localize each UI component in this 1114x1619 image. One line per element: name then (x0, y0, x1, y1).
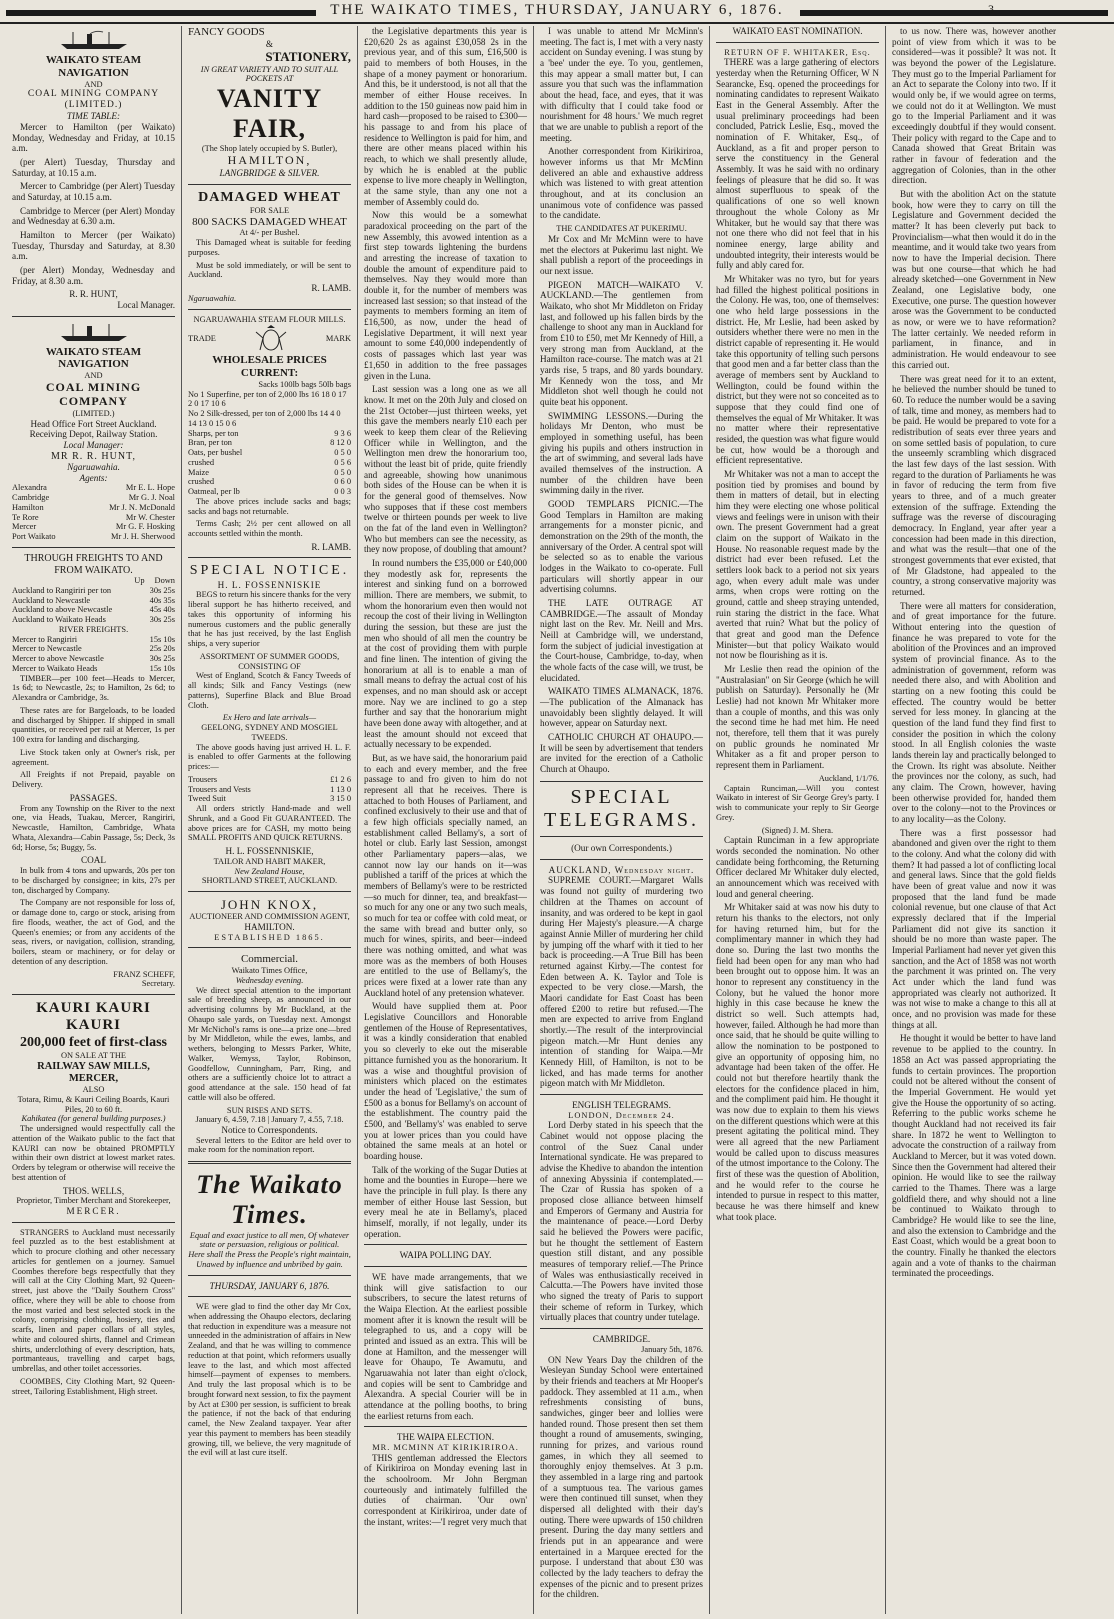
ad2-title: WAIKATO STEAM NAVIGATION (45, 345, 142, 371)
article-paragraph: But with the abolition Act on the statute book, how were they to carry on till the Legislature and Government decided the matter? It has been cleverly put back to Provincialism—what then would it do in the meantime, and it would take two years from now to have the Imperial decision. There was but one course—that which he had already sketched—one Government in New Zealand, one Legislative body, one Executive, one purse. The question however arose was the Government to be conducted as now, or were we to have reformation? The latter certainly. We needed reform in parliament, in finance, and in administration. He would endeavour to see this carried out. (892, 189, 1056, 370)
article-paragraph: He thought it would be better to have land revenue to be applied to the country. In 1858 an Act was passed appropriating the funds to certain provinces. The proportion could not be altered without the consent of the Imperial Government. He would yet give the House the opportunity of so acting. Referring to the public works scheme he thought Auckland had not received its fair share. In 1872 he went to Wellington to advocate the construction of a railway from Auckland to Mercer, but it was voted down. Since then the Government had altered their opinion. He would like to see the railway carried to the Thames. There was a large goldfield there, and why should not a line be continued to Waikato through to Cambridge? He would like to see the line, and also the extension to Cambridge and the East Coast, which would be a great boon to the country. Finally he thanked the electors again and a vote of thanks to the chairman terminated the proceedings. (892, 1033, 1056, 1279)
candidates-title: THE CANDIDATES AT PUKERIMU. (556, 224, 687, 234)
masthead-title: THE WAIKATO TIMES, THURSDAY, JANUARY 6, 1876. (330, 2, 784, 18)
ad2-and: AND (84, 371, 103, 381)
orders-text: All orders strictly Hand-made and well Shrunk, and a Good Fit GUARANTEED. The above prices are for CASH, my motto being SMALL PROFITS AND QUICK RETURNS. (188, 804, 351, 843)
river-row: Mercer to Rangiriri 15s 10s (12, 634, 175, 644)
freight-row: Auckland to Rangiriri per ton 30s 25s (12, 585, 175, 595)
freight-title: THROUGH FREIGHTS TO AND FROM WAIKATO. (24, 552, 163, 576)
price-row: Trousers and Vests 1 13 0 (188, 784, 351, 794)
prepaid-text: All Freights if not Prepaid, payable on Delivery. (12, 770, 175, 790)
election-text: THIS gentleman addressed the Electors of Kirikiriroa on Monday evening last in the schoolroom. Mr John Bergman courteously and intimately fulfilled the duties of chairman. 'Our own' correspondent at Kirikiriroa, under date of the instant, writes:—'I regret very much that (364, 1452, 527, 1527)
tailor-name: H. L. FOSSENNISKIE, (225, 846, 314, 857)
ad1-timetable: TIME TABLE: (66, 111, 121, 122)
river-row: Mercer to Waikato Heads 15s 10s (12, 663, 175, 673)
ad1-line: Cambridge to Mercer (per Alert) Monday and Wednesday at 6.30 a.m. (12, 205, 175, 227)
strangers-text: STRANGERS to Auckland must necessarily feel puzzled as to the best establishment at which to procure clothing and other necessary articles for gentlemen on a journey. Samuel Coombes therefore begs respectfully that they will call at the City Clothing Mart, 92 Queen-street, just above the "Daily Southern Cross" office, where they will be able to choose from the most varied and best selected stock in the colony, comprising clothing, hosiery, ties and scarfs, linen and paper collars of all styles, white and coloured shirts, flannel and Crimean shirts, underclothing of every description, hats, portmanteaus, travelling and carpet bags, umbrellas, and other toilet accessories. (12, 1227, 175, 1374)
article-paragraph: Mr Leslie then read the opinion of the "Australasian" on Sir George (which he will publish on Saturday). Personally he (Mr Leslie) had not known Mr Whitaker more than a couple of months, and this was only the second time he had met him. He need not, therefore, tell them that it was purely on public grounds he nominated Mr Whitaker as a fit and proper person to represent them in Parliament. (716, 664, 879, 771)
kauri-place: MERCER. (66, 1206, 121, 1217)
paper-title: The Waikato Times. (196, 1170, 343, 1230)
commercial-office: Waikato Times Office, (231, 966, 308, 976)
agent-row: Hamilton Mr J. N. McDonald (12, 502, 175, 512)
kauri-amount: 200,000 feet of first-class (20, 1034, 167, 1050)
price-row: Tweed Suit 3 15 0 (188, 794, 351, 804)
wheat-note: Must be sold immediately, or will be sent to Auckland. (188, 260, 351, 280)
special-telegrams-heading: SPECIAL TELEGRAMS. (540, 781, 703, 837)
election-title: THE WAIPA ELECTION. (396, 1432, 495, 1443)
swim-text: SWIMMING LESSONS.—During the holidays Mr Denton, who must be employed in something useful, has been giving his pupils and others instruction in the art of swimming, and several lads have availed themselves of the instruction. A number of the children have been swimming daily in the river. (540, 410, 703, 496)
article-paragraph: Would have supplied them at. Poor Legislative Councillors and Honorable gentlemen of the House of Representatives, it was a kindly consideration that enabled you so cleverly to eke out the miserable pittance furnished you as the honorarium. It was a wise and thoughtful provision of ministers which placed on the estimates under the head of 'Legislative,' the sum of £500 as a bonus for Bellamy's on account of the establishment. The country paid the £500, and 'Bellamy's' was enabled to serve you at lower prices than you could have obtained the same meals at an hotel or boarding house. (364, 1001, 527, 1161)
coat-of-arms-icon (246, 324, 296, 354)
column-3 (358, 26, 534, 1614)
cambridge-date: January 5th, 1876. (641, 1344, 703, 1354)
special-text: BEGS to return his sincere thanks for the very liberal support he has hitherto received, and takes this opportunity of informing his numerous customers and the public generally that he has just received, by the last English ships, a very superior (188, 590, 351, 649)
special-name: H. L. FOSSENNISKIE (217, 579, 322, 590)
fancy-amp: & (265, 38, 274, 49)
coal-title: COAL (80, 855, 106, 866)
article-paragraph: Last session was a long one as we all know. It met on the 20th July and closed on the 21st October—just thirteen weeks, yet this gave the members nearly £10 each per week to keep them clear of the Relieving Officer while in Wellington, and the Wellington men drew the honorarium too, without the least bit of pride, quite friendly and agreeable, showing how unanimous both sides of the House can be when it is for the general good of themselves. Now who supposes that if these cost members twelve or thirteen pounds per week to live on the fat of the land even in Wellington? Who but members can see the necessity, as they now propose, of doubling that amount? (364, 384, 527, 555)
vanity-hamilton: HAMILTON, (227, 153, 312, 168)
passages-text: From any Township on the River to the next one, via Heads, Tuakau, Mercer, Rangiriri, Newcastle, Hamilton, Cambridge, Whata Whata, Alexandra—Cabin Passage, 5s; Deck, 3s 6d; Horse, 5s; Buggy, 5s. (12, 803, 175, 852)
trade-mark-row (188, 324, 351, 354)
article-paragraph: Mr Whitaker said at was now his duty to return his thanks to the electors, not only for having returned him, but for the complimentary manner in which they had done so. During the last two months the field had been open for any man who had been brought out to oppose him. It was an honor to represent any constituency in the Colony, but he valued the honor more highly in this case because he knew the district so well. Such attempts had, however, failed. Although he had more than once said, that he should be quite willing to allow the nomination to be postponed to give an opportunity of opposing him, no advantage had been taken of the offer. He could not but therefore heartily thank the electors for the confidence placed in him, and the compliment paid him. He thought it was now due to explain to them his views on the different questions which were at this present agitating the political mind. They were all agreed that the new Parliament would be called upon to discuss measures of the utmost importance to the Colony. The first of these was the question of Abolition, and he would refer to the course he intended to pursue in respect to this matter, because he was there himself and knew what took place. (716, 902, 879, 1222)
grain-row: Maize 0 5 0 (188, 467, 351, 477)
kauri-extra: Kahikatea (for general building purposes.) (21, 1114, 166, 1124)
cambridge-text: ON New Years Day the children of the Wesleyan Sunday School were entertained by their friends and teachers at Mr Hooper's paddock. They assembled at 11 a.m., when refreshments consisting of buns, sandwiches, ginger beer and lollies were handed round. Those present then set them thought a round of amusements, swinging, running for prizes, and various round games, in which they all seemed to thoroughly enjoy themselves. At 3 p.m. they assembled in a large ring and partook of a sumptuous tea. The various games were then continued till sunset, when they dispersed all delighted with their day's outing. There were upwards of 150 children present. During the day many settlers and friends put in an appearance and were entertained in a Marquee erected for the purpose. I understand that about £30 was collected by the lady teachers to defray the expenses of the picnic and to present prizes for the children. (540, 1354, 703, 1600)
ad2-manager: MR R. R. HUNT, (51, 450, 136, 462)
agent-row: Te Rore Mr W. Chester (12, 512, 175, 522)
article-paragraph: There was a first possessor had abandoned and given over the right to them to the colony. And what the colony did with them? It had passed a lot of conflicting local and general laws. Since that the gold fields have been of great value and now it was proposed that the land fund be made colonial revenue, but one clause of that Act expressly declared that if the Imperial Parliament did not give its sanction it should be no more than waste paper. The Imperial Parliament had never yet given this sanction, and the Act of 1858 was not worth the parchment it was printed on. The very Act under which the land fund was appropriated was clearly not authorized. It was not wise to make a change to this all at once, and no provision was made for these things at all. (892, 827, 1056, 1030)
english-telegrams-title: ENGLISH TELEGRAMS. (572, 1099, 671, 1110)
agent-row: Port Waikato Mr J. H. Sherwood (12, 532, 175, 542)
assortment: ASSORTMENT OF SUMMER GOODS, (199, 651, 340, 661)
freight-row: Auckland to Waikato Heads 30s 25s (12, 615, 175, 625)
terms-sign: R. LAMB. (311, 541, 351, 552)
wheat-place: Ngaruawahia. (188, 293, 237, 303)
timber-text: TIMBER—per 100 feet—Heads to Mercer, 1s 6d; to Newcastle, 2s; to Hamilton, 2s 6d; to Alexandra or Cambridge, 3s. (12, 673, 175, 703)
ad1-line: (per Alert) Monday, Wednesday and Friday, at 8.30 a.m. (12, 265, 175, 286)
steamship-icon (59, 30, 129, 50)
notice-role: Secretary. (141, 979, 175, 989)
ad2-office: Head Office Fort Street Auckland. (30, 418, 157, 429)
article-paragraph: I was unable to attend Mr McMinn's meeting. The fact is, I met with a very nasty accident on Sunday evening. I was stung by a 'bee' under the eye. To you, gentlemen, this may appear a small matter but, I can assure you that such was the inflammation about the head, face, and eyes, that it was with difficulty that I could take food or nourishment for 48 hours.' We much regret that we are unable to publish a report of the meeting. (540, 26, 703, 143)
motto2: Here shall the Press the People's right maintain, Unawed by influence and unbribed by gain. (188, 1250, 351, 1269)
goods-note: The above goods having just arrived H. L. F. is enabled to offer Garments at the following prices:— (188, 742, 351, 772)
price-row: Trousers £1 2 6 (188, 774, 351, 784)
kauri-head: KAURI KAURI KAURI (36, 1000, 151, 1034)
good-templar-text: GOOD TEMPLARS PICNIC.—The Good Templars in Hamilton are making arrangements for a monster picnic, and demonstration on the 29th of the month, the anniversary of the Order. A central spot will be selected so as to enable the various lodges in the Waikato to co-operate. Full particulars will shortly appear in our advertising columns. (540, 498, 703, 595)
geelong: GEELONG, SYDNEY AND MOSGIEL TWEEDS. (201, 723, 338, 742)
freight-row: Auckland to above Newcastle 45s 40s (12, 605, 175, 615)
pigeon-text: PIGEON MATCH—WAIKATO V. AUCKLAND.—The gentlemen from Waikato, who shot Mr Middleton on Friday last, and followed up his fallen birds by the challenge to shoot any man in Auckland for from £10 to £50, met Mr Kennedy of Hill, a very strong man from Auckland, at the Hamilton race-course. The match was at 21 yards rise, 5 traps, and 80 yards boundary. Mr Kennedy won the toss, and Mr Middleton shot well though he could not quite beat his opponent. (540, 279, 703, 407)
telegram-text: Captain Runciman,—Will you contest Waikato in interest of Sir George Grey's party. I wish to communicate your reply to Sir George Grey. (716, 783, 879, 822)
vanity-firm: LANGBRIDGE & SILVER. (219, 167, 320, 178)
ad1-role: Local Manager. (117, 300, 175, 311)
wholesale-title: WHOLESALE PRICES CURRENT: (212, 354, 327, 380)
knox-role: AUCTIONEER AND COMMISSION AGENT, (189, 912, 350, 922)
ad2-agents-label: Agents: (79, 472, 108, 483)
flour-row: No 2 Silk-dressed, per ton of 2,000 lbs 14 4 0 14 13 0 15 0 6 (188, 409, 341, 428)
river-row: Mercer to above Newcastle 30s 25s (12, 654, 175, 664)
ad1-line: Hamilton to Mercer (per Waikato) Tuesday, Thursday and Saturday, at 8.30 a.m. (12, 230, 175, 262)
river-row: Mercer to Newcastle 25s 20s (12, 644, 175, 654)
nomination-sub: RETURN OF F. WHITAKER, Esq. (724, 47, 871, 57)
consisting: CONSISTING OF (238, 661, 301, 671)
article-paragraph: Now this would be a somewhat paradoxical proceeding on the part of the new Assembly, this avowed intention as a first step towards lightening the burdens and arresting the increase of taxation to double the amount of expenditure paid to themselves. Nay they would more than double it, for the number of members was increased last session; so that instead of the payments to members forming an item of £16,500, as now, under the head of Legislative Department, it will next year amount to some £40,000 independently of costs of passages which last year was £1,650 in addition to the free passages given in the Luna. (364, 210, 527, 381)
dateline: THURSDAY, JANUARY 6, 1876. (209, 1280, 330, 1291)
article-paragraph: THERE was a large gathering of electors yesterday when the Returning Officer, W N Searancke, Esq. opened the proceedings for nominating candidates to represent Waikato East in the General Assembly. After the usual preliminary proceedings had been concluded, Patrick Leslie, Esq., moved the nomination of F. Whitaker, Esq., of Auckland, as a fit and proper person to serve the constituency in the General Assembly. It was he said with no ordinary feelings of pleasure that he did so. It was almost superfluous to speak of the qualifications of one so well known throughout the whole Colony as Mr Whitaker, but he would say that there was not one there who did not feel that in his nominee energy, large ability and undoubted integrity, their interests would be fully and ably cared for. (716, 57, 879, 271)
notice-corr-title: Notice to Correspondents. (221, 1125, 318, 1136)
goods-text: West of England, Scotch & Fancy Tweeds of all kinds; Silk and Fancy Vestings (new patterns), Superfine Black and Blue Broad Cloth. (188, 671, 351, 710)
wheat-line: 800 SACKS DAMAGED WHEAT (192, 215, 347, 228)
river-title: RIVER FREIGHTS. (58, 624, 129, 634)
vanity-fair: VANITY FAIR, (216, 84, 323, 144)
variety: IN GREAT VARIETY AND TO SUIT ALL POCKETS AT (200, 64, 339, 84)
wheat-price: At 4/- per Bushel. (239, 228, 300, 238)
own-correspondents: (Our own Correspondents.) (571, 843, 672, 854)
knox-place: HAMILTON. (244, 921, 295, 932)
telegram-date: Auckland, 1/1/76. (818, 773, 879, 783)
grain-row: crushed 0 6 0 (188, 477, 351, 487)
damaged-title: DAMAGED WHEAT (198, 189, 341, 205)
notice-sign: FRANZ SCHEFF, (113, 969, 175, 979)
polling-text: WE have made arrangements, that we think will give satisfaction to our subscribers, to secure the latest returns of the Waipa Election. At the earliest possible moment after it is known the result will be telegraphed to us, and a copy will be printed and issued as an extra. This will be done at Hamilton, and the messenger will leave for Ohaupo, Te Awamutu, and Ngaruawahia not later than eight o'clock, and copies will be sent to Cambridge and Alexandra. A special Courier will be in attendance at the polling booths, to bring the earliest returns from each. (364, 1271, 527, 1421)
article-paragraph: There were all matters for consideration, and of great importance for the future. Without entering into the question of finance he was prepared to vote for the abolition of the Provinces and an improved system of provincial finance. As to the administration of government, reform was needed there also, and with Abolition and starting on a new footing this could be effected. The country would be better served for less money. In glancing at the question of the land fund they find first to consider the position in which the colony stood. In all English colonies the waste lands therein lay and practically belonged to the Crown. Its right was absolute. Neither the provinces nor the colony, as such, had any claim. The Crown, however, having been otherwise provided for, handed them over to the colony—not to the Provinces or to any locality—as the Colony. (892, 600, 1056, 825)
flour-row: Sharps, per ton 9 3 6 (188, 428, 351, 438)
terms-text: Terms Cash; 2½ per cent allowed on all accounts settled within the month. (188, 519, 351, 539)
ad1-sign: R. R. HUNT, (69, 289, 118, 300)
grain-row: crushed 0 5 6 (188, 457, 351, 467)
for-sale: FOR SALE (249, 205, 290, 215)
auckland-dateline: AUCKLAND, Wednesday night. (548, 864, 695, 875)
masthead (0, 0, 1114, 24)
knox-name: JOHN KNOX, (220, 897, 319, 913)
column-5 (710, 26, 886, 1614)
article-paragraph: Captain Runciman in a few appropriate words seconded the nomination. No other candidate being forthcoming, the Returning Officer declared Mr Whitaker duly elected, an announcement which was received with loud and general cheering. (716, 835, 879, 899)
page-mark: 3 (988, 2, 994, 16)
tailor-street: SHORTLAND STREET, AUCKLAND. (201, 876, 338, 886)
article-paragraph: the Legislative departments this year is £20,620 2s as against £30,058 2s in the previous year, and of this sum, £16,500 is paid to members of both Houses, in the shape of a money payment or honorarium. And this, be it understood, is not all that the member of either House receives. In addition to the 150 guineas now paid him in hard cash—proposed to be raised to £300—his passage to and from his place of residence to Wellington is paid for him, and there are other means placed within his reach, to which we shall presently allude, by which he is enabled at the public expense to live more cheaply in Wellington, at the same style, than any one not a member of Assembly could do. (364, 26, 527, 207)
freight-header: Up Down (134, 576, 175, 586)
column-4 (534, 26, 710, 1614)
live-stock-text: Live Stock taken only at Owner's risk, per agreement. (12, 747, 175, 767)
trade-label: TRADE (188, 334, 216, 344)
telegram-sign: (Signed) J. M. Shera. (761, 825, 834, 835)
article-paragraph: In round numbers the £35,000 or £40,000 they modestly ask for, represents the interest and sinking fund on a borrowed million. There are members, we submit, to whom the honorarium even then would not recoup the cost of their living in Wellington during the session, but these are just the men who should of all men the country be at the cost of providing them with purple and fine linen. The intention of giving the honorarium at all is to enable a man of small means to defray the actual cost of his expenses, and no man should ask or accept more. Nay we are inclined to go a step further and say that the honorarium might have been done away with altogether, and at least the amount should not exceed that actually necessary to be expended. (364, 557, 527, 750)
grain-row: Oatmeal, per lb 0 0 3 (188, 487, 351, 497)
grain-note: The above prices include sacks and bags; sacks and bags not returnable. (188, 496, 351, 516)
london-dateline: LONDON, December 24. (568, 1110, 675, 1120)
special-notice-title: SPECIAL NOTICE. (189, 563, 350, 579)
leader-text: WE were glad to find the other day Mr Cox, when addressing the Ohaupo electors, declaring that reduction in expenditure was a measure not unneeded in the administration of affairs in New Zealand, and that he was willing to commence reduction at that point, which reformers usually leave to the last, and which most affected himself—payment of expenses to members. And truly the last proposal which is to be brought forward next session, to fix the payment by Act at £300 per session, is sufficient to break the patience, if not the back of that enduring camel, the New Zealand taxpayer. Year after year this payment to members has been steadily growing, till, we believe, the very magnitude of the evil will at last cure itself. (188, 1302, 351, 1458)
mark-label: MARK (325, 334, 351, 344)
kauri-sign: THOS. WELLS, (62, 1185, 125, 1196)
ad1-and: AND (84, 79, 103, 89)
nomination-title: WAIKATO EAST NOMINATION. (732, 26, 863, 36)
kauri-text: The undersigned would respectfully call the attention of the Waikato public to the fact that KAURI can now be obtained PROMPTLY within their own district at lowest market rates. Orders by telegram or otherwise will receive the best attention of (12, 1124, 175, 1182)
coal-text: In bulk from 4 tons and upwards, 20s per ton to be discharged by consignee; in kits, 27s per ton, discharged by Company. (12, 866, 175, 895)
notice-corr-text: Several letters to the Editor are held over to make room for the nomination report. (188, 1135, 351, 1155)
motto: Equal and exact justice to all men, Of whatever state or persuasion, religious or political. (189, 1230, 350, 1250)
cambridge-title: CAMBRIDGE. (592, 1334, 651, 1345)
ad2-depot: Receiving Depot, Railway Station. (29, 429, 158, 440)
wheat-sign: R. LAMB. (311, 283, 351, 294)
church-text: CATHOLIC CHURCH AT OHAUPO.—It will be seen by advertisement that tenders are invited for the erection of a Catholic Church at Ohaupo. (540, 732, 703, 775)
column-6 (886, 26, 1062, 1614)
grain-row: Oats, per bushel 0 5 0 (188, 448, 351, 458)
flour-row: No 1 Superfine, per ton of 2,000 lbs 16 18 0 17 2 0 17 10 6 (188, 389, 347, 409)
ad2-company: COAL MINING COMPANY (45, 379, 142, 408)
stationery: STATIONERY, (265, 49, 351, 65)
almanac-text: WAIKATO TIMES ALMANACK, 1876.—The publication of the Almanack has unavoidably been slightly delayed. It will however, appear on Saturday next. (540, 686, 703, 729)
agent-row: Mercer Mr G. F. Hosking (12, 522, 175, 532)
kauri-items: Totara, Rimu, & Kauri Ceiling Boards, Kauri Piles, 20 to 60 ft. (17, 1094, 170, 1114)
ad1-line: Mercer to Cambridge (per Alert) Tuesday and Saturday, at 10.15 a.m. (12, 181, 175, 202)
ad1-title: WAIKATO STEAM NAVIGATION (45, 54, 142, 79)
outrage-text: THE LATE OUTRAGE AT CAMBRIDGE.—The assault of Monday night last on the Rev. Mr. Neill and Mrs. Neill at Cambridge will, we understand, form the subject of judicial investigation at the Court-house, Cambridge, to-day, when the whole facts of the case will, we trust, be elucidated. (540, 598, 703, 683)
vanity-sub: (The Shop lately occupied by S. Butler), (201, 144, 338, 154)
sun-text: January 6, 4.59, 7.18 | January 7, 4.55, 7.18. (195, 1115, 344, 1125)
ad2-limited: (LIMITED.) (72, 408, 115, 418)
london-text: Lord Derby stated in his speech that the Cabinet would not oppose placing the control of the Suez Canal under International syndicate. He was prepared to advise the Khedive to abandon the intention of annexing Abyssinia if contemplated.—The Czar of Russia has spoken of a proposed close alliance between himself and Emperors of Germany and Austria for the maintenance of peace.—Lord Derby said he believed the Powers were pacific, but he thought the settlement of Eastern question still distant, and any possible measures of temporary relief.—The Prince of Wales was enthusiastically received in Calcutta.—The Powers have invited those who signed the treaty of Paris to support their scheme of reform in Turkey, which virtually places that country under tutelage. (540, 1120, 703, 1323)
polling-title: WAIPA POLLING DAY. (399, 1250, 492, 1261)
commercial-title: Commercial. (240, 953, 299, 966)
strangers-sign: COOMBES, City Clothing Mart, 92 Queen-street, Tailoring Establishment, High street. (12, 1376, 175, 1396)
wheat-text: This Damaged wheat is suitable for feeding purposes. (188, 238, 351, 257)
rates-text: These rates are for Bargeloads, to be loaded and discharged by Shipper. If shipped in small quantities, or received per rail at Mercer, 1s per 100 extra for landing and discharging. (12, 705, 175, 745)
article-paragraph: There was great need for it to an extent, he believed the number should be tuned to 60. To reduce the number would be a saving of talk, time and money, as members had to be paid. He would be prepared to vote for a redistribution of seats ever three years and on some settled basis of population, to cure the unseemly scrambling which disgraced the last few days of the last session. With regard to the duration of Parliaments he was in favor of reducing the term from five years to three, and of a much greater extension of the suffrage. Extending the suffrage was the reverse of discouraging democracy. In England, year after year a concession had been made in this direction, and what was the result—that one of the strongest governments that ever existed, that of Mr Gladstone, had appealed to the country, a strong conservative majority was returned. (892, 373, 1056, 597)
commercial-text: We direct special attention to the important sale of breeding sheep, as announced in our advertising columns by Mr Buckland, at the Ohaupo sale yards, on Tuesday next. Amongst Mr McNichol's rams is one—a prize one—bred by Mr Middleton, while the ewes, lambs, and wethers, belonging to Messrs Parker, White, Walker, Wemyss, Taylor, Robinson, Goodfellow, Cunningham, Parr, Ring, and others are a sufficiently choice lot to attract a good attendance at the sale. 150 head of fat cattle will also be offered. (188, 985, 351, 1102)
kauri-sale: ON SALE AT THE (60, 1051, 127, 1061)
article-paragraph: to us now. There was, however another point of view from which it was to be considered—was it possible? It was not. It was beyond the power of the Legislature. They must go to the Imperial Parliament for an Act to separate the Colony into two. If it would only be, if we would agree on terms, we could not do it at Wellington. We must go to the Imperial Parliament and it was exceedingly doubtful if they would consent. Their policy with regard to the Cape and to Canada showed that Great Britain was rather in favour of federation and the aggregation of Colonies, than in the other direction. (892, 26, 1056, 186)
ad2-manager-label: Local Manager: (63, 439, 124, 450)
kauri-mill: RAILWAY SAW MILLS, MERCER, (37, 1060, 150, 1084)
steamship-icon (59, 322, 129, 342)
sun-title: SUN RISES AND SETS. (226, 1105, 313, 1115)
freight-row: Auckland to Newcastle 40s 35s (12, 595, 175, 605)
flour-row: Bran, per ton 8 12 0 (188, 438, 351, 448)
agent-row: Alexandra Mr E. L. Hope (12, 483, 175, 493)
tailor-hotel: New Zealand House, (234, 866, 305, 876)
mill-title: NGARUAWAHIA STEAM FLOUR MILLS. (193, 314, 346, 324)
passages-title: PASSAGES. (69, 792, 118, 803)
ad2-place: Ngaruawahia. (67, 462, 120, 473)
kauri-also: ALSO (82, 1085, 105, 1095)
ex-hero: Ex Hero and late arrivals— (222, 713, 317, 723)
ad1-line: (per Alert) Tuesday, Thursday and Saturday, at 10.15 a.m. (12, 156, 175, 178)
auckland-text: SUPREME COURT.—Margaret Walls was found not guilty of murdering two children at the Thames on account of insanity, and was ordered to be kept in gaol during Her Majesty's pleasure.—A charge against Annie Miller of murdering her child by jumping off the wharf with it tied to her back is proceeding.—A True Bill has been returned against Kirby.—The contest for Eden between A. K. Taylor and Tole is expected to be very close.—Marsh, the Maori candidate for East Coast has been offered £200 to retire but refused.—The men are expected to arrive from England shortly.—The result of the interprovincial pigeon match.—Mr Hunt denies any intention of standing for Waipa.—Mr Kennedy Hill, of Hamilton, is not to be licked, and has made terms for another pigeon match with Mr Middleton. (540, 875, 703, 1089)
article-paragraph: Talk of the working of the Sugar Duties at home and the bounties in Europe—here we have the principle in full play. Is there any member of either House last Session, but every meal he ate in Bellamy's, placed himself, morally, if not legally, under its operation. (364, 1164, 527, 1239)
fancy-goods: FANCY GOODS (188, 26, 265, 38)
candidates-text: Mr Cox and Mr McMinn were to have met the electors at Pukerimu last night. We shall publish a report of the proceedings in our next issue. (540, 233, 703, 276)
kauri-role: Proprietor, Timber Merchant and Storekeeper, (16, 1196, 171, 1206)
knox-est: ESTABLISHED 1865. (214, 932, 325, 942)
agent-row: Cambridge Mr G. J. Noal (12, 493, 175, 503)
ad1-company: COAL MINING COMPANY (LIMITED.) (27, 89, 160, 111)
commercial-day: Wednesday evening. (235, 975, 304, 985)
election-sub: MR. MCMINN AT KIRIKIRIROA. (372, 1443, 519, 1452)
sacks-header: Sacks 100lb bags 50lb bags (258, 379, 351, 389)
article-paragraph: Mr Whitaker was not a man to accept the position tied by promises and bound by them in matters of detail, but in electing him they were electing one whose political views and feelings were in unison with their own. The present Government had a great claim on the support of Waikato in the House. No reasonable request made by the district had ever been refused. Let the settlers look back to a period not six years ago, when every adult male was under arms, when crops were rotting on the ground, cattle and sheep straying untended, ruin staring the district in the face. What averted that ruin? What but the policy of that great and good man the Defence Minister—but that policy Waikato would not now be flourishing as it is. (716, 468, 879, 661)
article-paragraph: Another correspondent from Kirikiriroa, however informs us that Mr McMinn delivered an able and exhaustive address which was listened to with great attention throughout, and at its conclusion an unanimous vote of confidence was passed to the candidate. (540, 146, 703, 221)
article-paragraph: Mr Whitaker was no tyro, but for years had filled the highest political positions in the Colony. He was, too, one of themselves: one who held large possessions in the district. He, Mr Leslie, had been asked by outsiders whether there were no men in the district capable of representing it. He would take this opportunity of telling such persons that good men and a far better class than the average of members sent by Auckland to Wellington, could be found within the district, but they were not so conceited as to suppose that they could find one of themselves the equal of Mr Whitaker. It was no matter where their representative resided, the question was what figure would be cut, how would be a thorough and efficient representative. (716, 273, 879, 466)
ad1-line: Mercer to Hamilton (per Waikato) Monday, Wednesday and Friday, at 10.15 a.m. (12, 121, 175, 154)
notice-text: The Company are not responsible for loss of, or damage done to, cargo or stock, arising from fire floods, weather, the act of God, and the Queen's enemies; or from any accidents of the seas, rivers, or navigation, collision, stranding, boilers, steam or machinery, or for delay or detention of any description. (12, 898, 175, 966)
tailor-role: TAILOR AND HABIT MAKER, (213, 856, 326, 866)
article-paragraph: But, as we have said, the honorarium paid to each and every member, and the free passage to and fro given to him do not represent all that he receives. There is attached to both Houses of Parliament, and confined exclusively to their use and that of a few high officials specially named, an establishment called Bellamy's, a sort of hotel or club. Early last Session, amongst other Parliamentary papers—alas, we cannot now lay our hands on it—was published a tariff of the prices at which the members of Bellamy's were to be restricted—so much for dinner, tea, and breakfast—so much for any one or any two such meals, so much for tea or coffee with cold meat, or the same with bread and butter only, so much for wines, spirits, and beer—indeed there was nothing omitted, and what was more was as the members of both Houses are entitled to the use of Bellamy's, the prices were fixed at a lower rate than any Auckland hotel of any pretension whatever. (364, 753, 527, 998)
column-2 (182, 26, 358, 1614)
column-1 (6, 26, 182, 1614)
